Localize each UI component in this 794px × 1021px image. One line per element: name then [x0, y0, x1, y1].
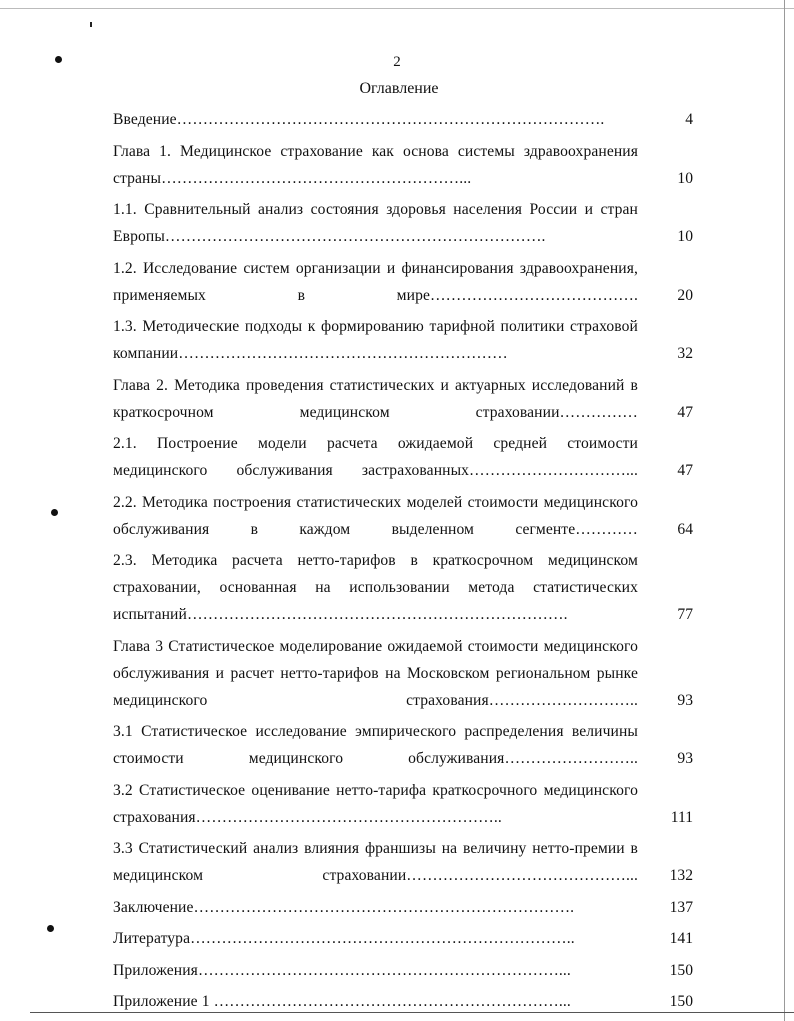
scan-top-edge — [0, 8, 794, 9]
toc-page-number: 132 — [669, 867, 693, 884]
toc-entry-text: 2.1. Построение модели расчета ожидаемой средней стоимости медицинского обслуживания застрахованных…………………………... — [113, 435, 638, 479]
toc-entry-chapter-3[interactable] — [113, 633, 693, 714]
toc-entry-text: Заключение………………………………………………………………. — [113, 898, 575, 916]
toc-page-number: 77 — [677, 606, 693, 623]
toc-entry-text: Литература……………………………………………………………….. — [113, 930, 575, 947]
toc-entry-text: 2.2. Методика построения статистических моделей стоимости медицинского обслуживания в каждом выделенном сегменте………… — [113, 493, 638, 538]
toc-page-number: 93 — [677, 691, 693, 709]
toc-entry-text: Приложения……………………………………………………………... — [113, 961, 571, 979]
toc-entry-section-2-2[interactable] — [113, 489, 693, 543]
toc-entry-text: Введение………………………………………………………………………. — [113, 111, 605, 128]
toc-entry-appendix-1[interactable] — [113, 988, 693, 1015]
toc-entry-section-2-1[interactable] — [113, 430, 693, 484]
toc-page-number: 137 — [669, 898, 693, 916]
toc-page-number: 47 — [677, 403, 693, 421]
toc-page-number: 4 — [685, 111, 693, 128]
toc-entry-text: 3.3 Статистический анализ влияния франшизы на величину нетто-премии в медицинском страховании……………………………………... — [113, 840, 638, 884]
toc-entry-text: 2.3. Методика расчета нетто-тарифов в краткосрочном медицинском страховании, основанная на использовании метода статистических испытаний………………………………………………………………. — [113, 552, 638, 623]
toc-page-number: 32 — [677, 345, 693, 362]
page-title: Оглавление — [359, 80, 439, 97]
toc-page-number: 150 — [669, 961, 693, 979]
toc-entry-chapter-2[interactable] — [113, 372, 693, 426]
punch-hole-dot — [47, 925, 54, 932]
toc-page-number: 141 — [669, 930, 693, 947]
toc-page-number: 111 — [670, 808, 693, 826]
toc-entry-conclusion[interactable] — [113, 894, 693, 921]
toc-entry-chapter-1[interactable] — [113, 138, 693, 192]
scan-speck — [90, 22, 92, 27]
toc-page-number: 47 — [677, 462, 693, 479]
page-number: 2 — [393, 54, 401, 70]
toc-entry-section-2-3[interactable] — [113, 547, 693, 628]
toc-page-number: 64 — [677, 520, 693, 538]
toc-entry-text: Приложение 1 …………………………………………………………... — [113, 993, 571, 1010]
toc-page-number: 10 — [677, 169, 693, 187]
toc-page-number: 150 — [669, 993, 693, 1010]
scan-right-edge — [784, 0, 785, 1021]
toc-entry-text: Глава 3 Статистическое моделирование ожидаемой стоимости медицинского обслуживания и расчет нетто-тарифов на Московском региональном рынке медицинского страхования……………………….. — [113, 637, 638, 709]
toc-entry-section-1-1[interactable] — [113, 196, 693, 250]
toc-entry-text: Глава 2. Методика проведения статистических и актуарных исследований в краткосрочном медицинском страховании…………… — [113, 376, 638, 421]
toc-page-number: 93 — [677, 750, 693, 767]
toc-page-number: 10 — [677, 228, 693, 245]
toc-entry-text: 1.2. Исследование систем организации и финансирования здравоохранения, применяемых в мире…………………………………. — [113, 259, 638, 304]
toc-page-number: 20 — [677, 286, 693, 304]
toc-entry-introduction[interactable] — [113, 106, 693, 133]
toc-entry-text: 1.1. Сравнительный анализ состояния здоровья населения России и стран Европы………………………………………………………………. — [113, 201, 638, 245]
toc-entry-text: 1.3. Методические подходы к формированию тарифной политики страховой компании……………………………………………………… — [113, 318, 638, 362]
toc-entry-text: 3.2 Статистическое оценивание нетто-тарифа краткосрочного медицинского страхования………………………………………………….. — [113, 781, 638, 826]
toc-entry-section-3-2[interactable] — [113, 777, 693, 831]
toc-entry-text: Глава 1. Медицинское страхование как основа системы здравоохранения страны…………………………………………………... — [113, 142, 638, 187]
table-of-contents — [113, 106, 693, 1020]
toc-entry-section-3-1[interactable] — [113, 718, 693, 772]
toc-entry-section-1-3[interactable] — [113, 313, 693, 367]
toc-entry-section-1-2[interactable] — [113, 255, 693, 309]
toc-entry-text: 3.1 Статистическое исследование эмпирического распределения величины стоимости медицинского обслуживания…………………….. — [113, 723, 638, 767]
toc-entry-literature[interactable] — [113, 925, 693, 952]
toc-entry-section-3-3[interactable] — [113, 835, 693, 889]
punch-hole-dot — [51, 509, 58, 516]
toc-entry-appendices[interactable] — [113, 957, 693, 984]
